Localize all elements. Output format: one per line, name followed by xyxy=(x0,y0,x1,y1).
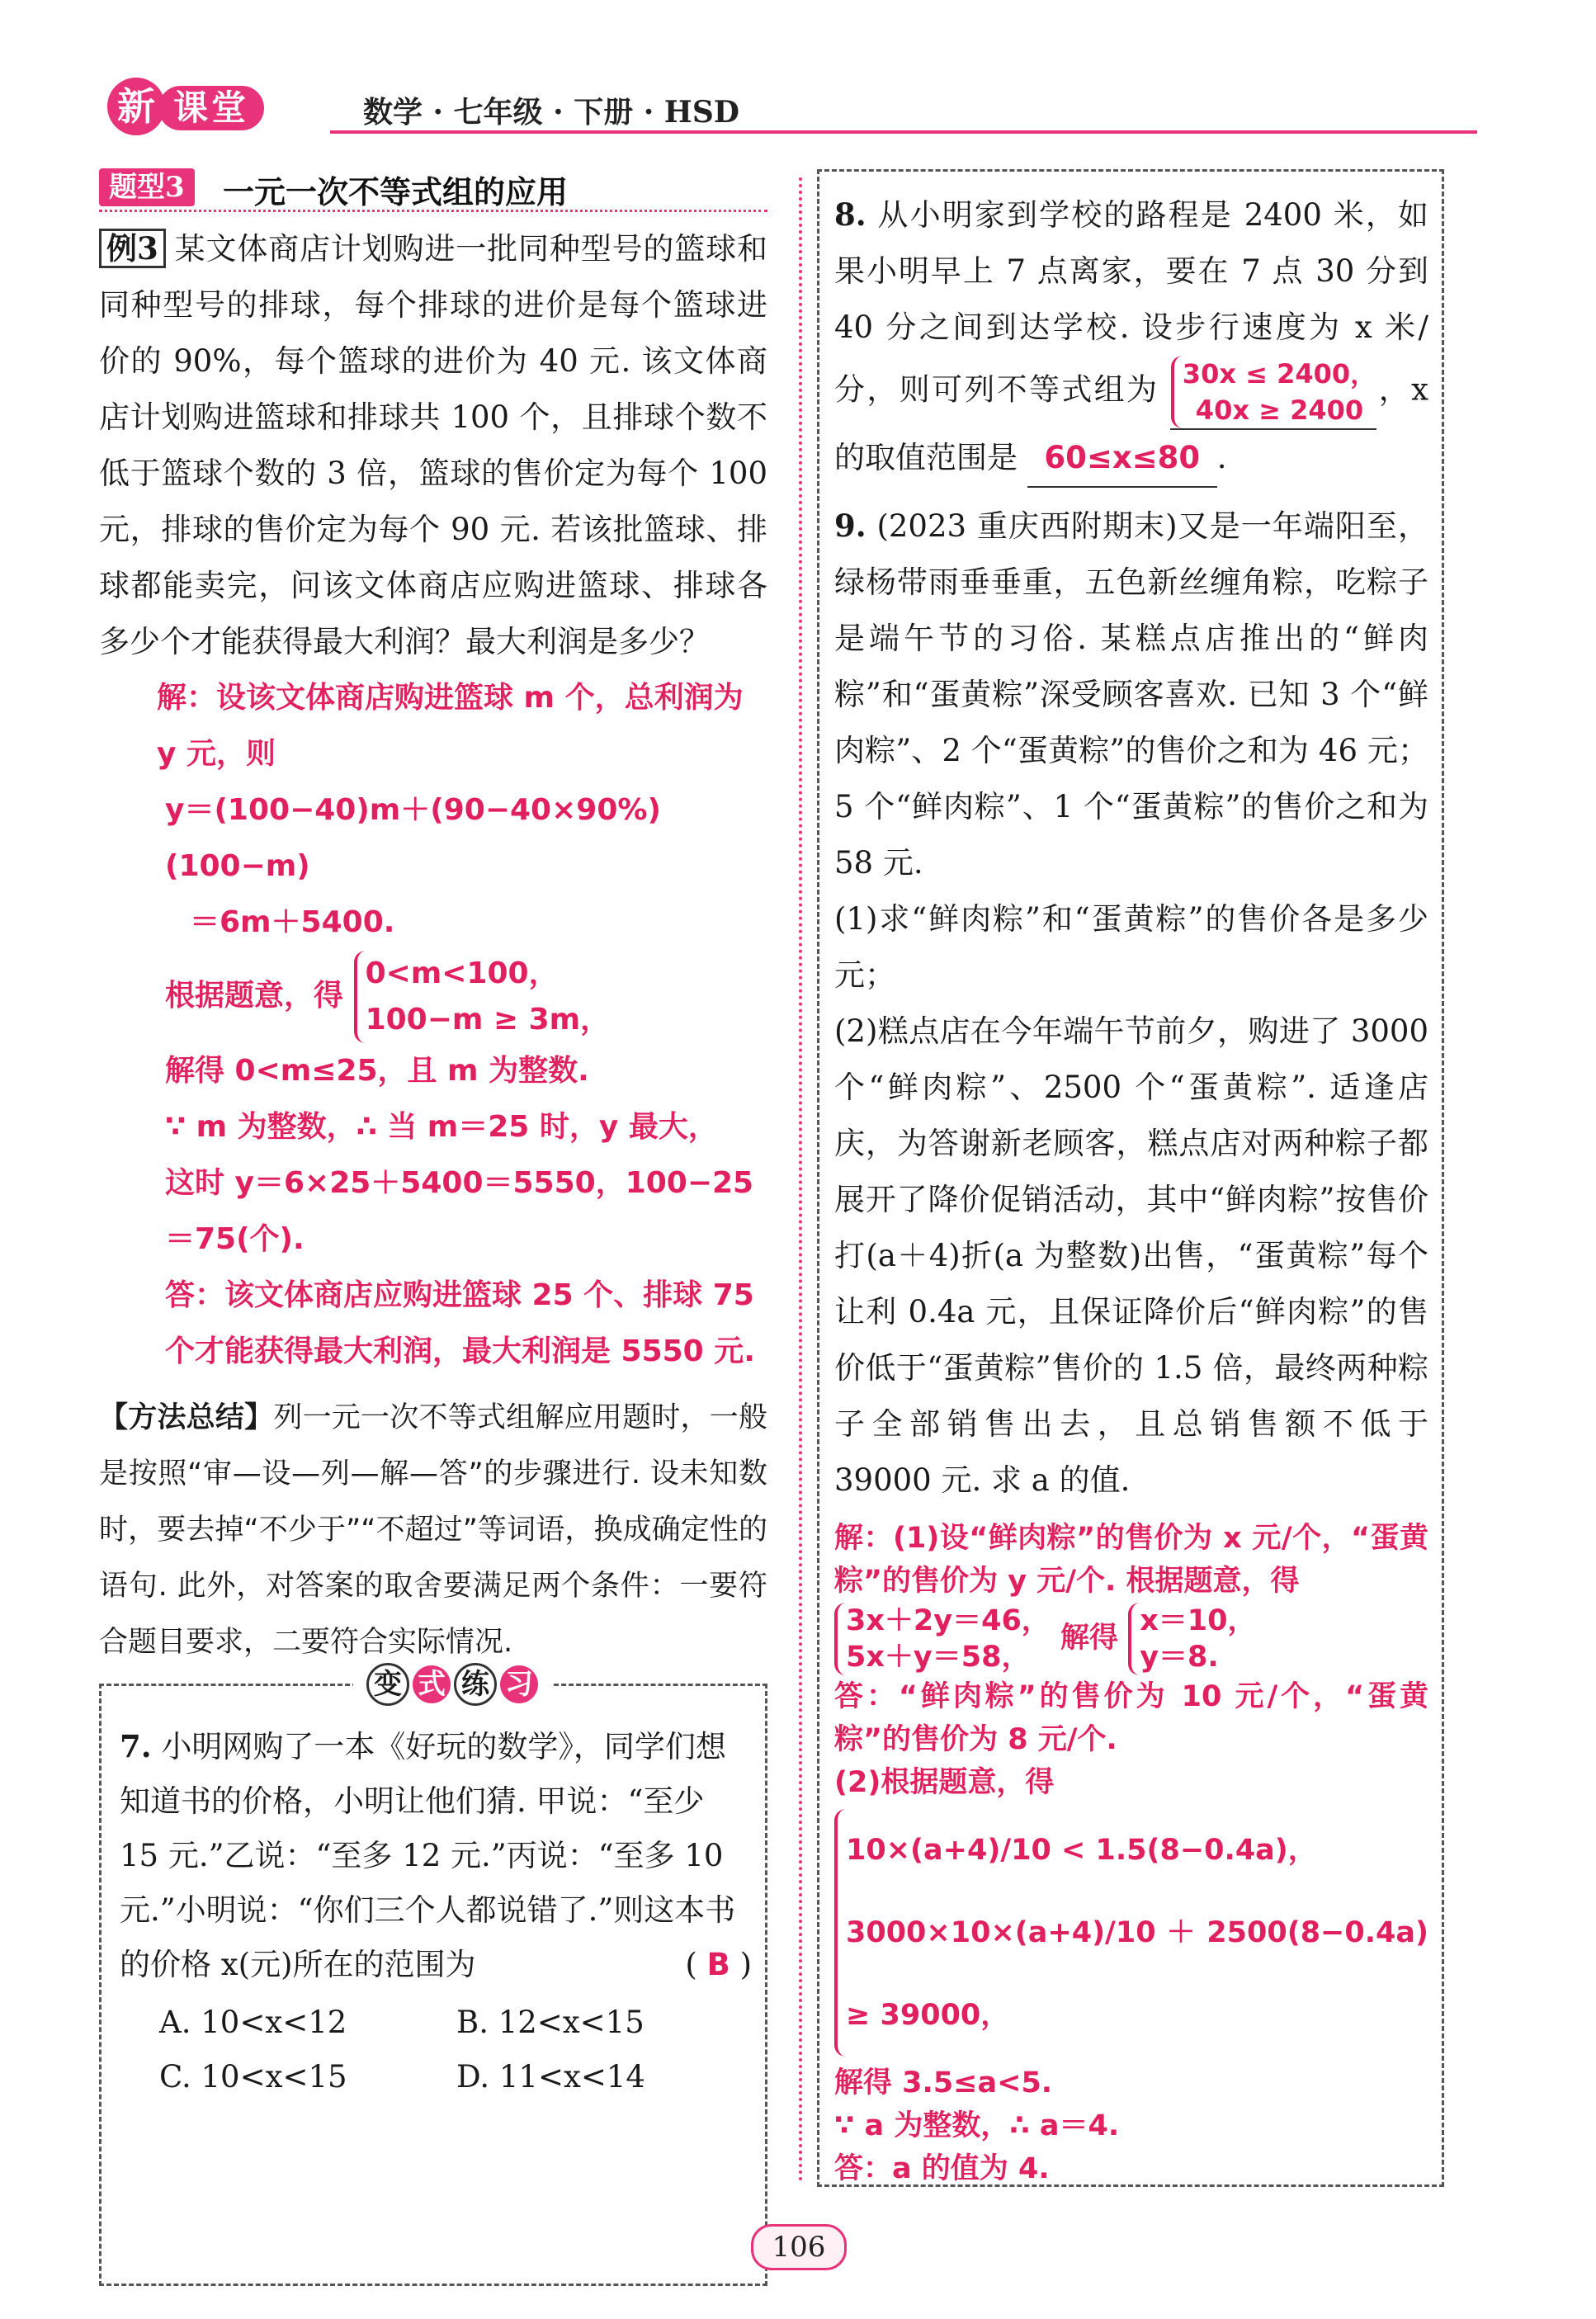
q9-sol-1: 解：(1)设“鲜肉粽”的售价为 x 元/个，“蛋黄粽”的售价为 y 元/个. 根据题意，得 xyxy=(834,1522,1428,1598)
q7-paren-close: ) xyxy=(739,1947,752,1982)
question-9 xyxy=(834,498,1428,1509)
example-label: 例3 xyxy=(99,229,166,268)
section-tag: 题型3 xyxy=(99,168,195,206)
q9-part-1: (1)求“鲜肉粽”和“蛋黄粽”的售价各是多少元； xyxy=(834,901,1428,993)
q9-ineq-system xyxy=(834,1809,1428,2057)
q7-paren-open: ( xyxy=(685,1947,697,1982)
question-7 xyxy=(120,1719,752,2104)
q9-number: 9. xyxy=(834,508,866,544)
system-eq-1: 0<m<100， xyxy=(365,956,559,990)
q7-option-d: D. 11<x<14 xyxy=(456,2059,645,2095)
badge-char-3: 练 xyxy=(454,1663,497,1706)
method-summary xyxy=(99,1390,767,1670)
q9-sys-b xyxy=(1128,1603,1256,1675)
q7-answer xyxy=(685,1938,752,1992)
q7-option-a: A. 10<x<12 xyxy=(159,2005,347,2040)
q9-sysB-1: x＝10， xyxy=(1140,1604,1257,1637)
q9-sol-systems xyxy=(834,1603,1428,1675)
example-solution xyxy=(99,670,767,1380)
solution-line-7: 这时 y＝6×25＋5400＝5550，100−25＝75(个). xyxy=(165,1166,754,1256)
section-title: 一元一次不等式组的应用 xyxy=(223,173,569,210)
q8-mid: ，x 的取值范围是 xyxy=(834,371,1429,475)
badge-char-1: 变 xyxy=(366,1663,409,1706)
q9-sysA-1: 3x＋2y＝46， xyxy=(846,1604,1051,1637)
q9-sol-2: 答：“鲜肉粽”的售价为 10 元/个，“蛋黄粽”的售价为 8 元/个. xyxy=(834,1680,1428,1756)
q9-ineq-1: 10×(a+4)/10 < 1.5(8−0.4a)， xyxy=(846,1834,1317,1867)
q8-system-blank xyxy=(1170,356,1376,430)
q9-sys-a xyxy=(834,1603,1051,1675)
page-number: 106 xyxy=(751,2224,847,2270)
variant-practice-box xyxy=(99,1668,767,2286)
variant-practice-badge xyxy=(353,1663,551,1706)
solution-line-5: 解得 0<m≤25，且 m 为整数. xyxy=(165,1054,589,1088)
section-underline xyxy=(99,210,767,212)
page-header xyxy=(91,74,1477,140)
q8-number: 8. xyxy=(834,196,866,233)
q7-options xyxy=(120,1995,752,2104)
q8-text: 从小明家到学校的路程是 2400 米，如果小明早上 7 点离家，要在 7 点 30 分到 40 分之间到达学校. 设步行速度为 x 米/分，则可列不等式组为 xyxy=(834,197,1429,408)
solution-line-2: y＝(100−40)m＋(90−40×90%)(100−m) xyxy=(165,793,661,883)
q9-sysA-2: 5x＋y＝58， xyxy=(846,1641,1031,1674)
q7-text: 小明网购了一本《好玩的数学》，同学们想知道书的价格，小明让他们猜. 甲说：“至少 15 元.”乙说：“至多 12 元.”丙说：“至多 10 元.”小明说：“你们三个人都说错了.”则这本书的价格 x(元)所在的范围为 xyxy=(120,1729,736,1982)
solution-system-row xyxy=(99,951,767,1043)
badge-char-4: 习 xyxy=(500,1665,538,1703)
method-text: 列一元一次不等式组解应用题时，一般是按照“审—设—列—解—答”的步骤进行. 设未知数时，要去掉“不少于”“不超过”等词语，换成确定性的语句. 此外，对答案的取舍要满足两个条件：一要符合题目要求，二要符合实际情况. xyxy=(99,1401,767,1659)
q7-number: 7. xyxy=(120,1728,152,1764)
solution-line-1: 解：设该文体商店购进篮球 m 个，总利润为 y 元，则 xyxy=(157,681,744,771)
q9-part-2: (2)糕点店在今年端午节前夕，购进了 3000 个“鲜肉粽”、2500 个“蛋黄粽”. 适逢店庆，为答谢新老顾客，糕点店对两种粽子都展开了降价促销活动，其中“鲜肉粽”按售价打(a＋4)折(a 为整数)出售，“蛋黄粽”每个让利 0.4a 元，且保证降价后“鲜肉粽”的售价低于“蛋黄粽”售价的 1.5 倍，最终两种粽子全部销售出去，且总销售额不低于 39000 元. 求 a 的值. xyxy=(834,1013,1428,1498)
method-label: 【方法总结】 xyxy=(99,1400,274,1434)
q8-system xyxy=(1171,356,1376,428)
solution-line-6: ∵ m 为整数，∴ 当 m＝25 时，y 最大， xyxy=(165,1110,718,1144)
question-8 xyxy=(834,187,1428,488)
header-rule xyxy=(330,130,1477,134)
brand-logo xyxy=(107,74,347,140)
example-text: 某文体商店计划购进一批同种型号的篮球和同种型号的排球，每个排球的进价是每个篮球进价的 90%，每个篮球的进价为 40 元. 该文体商店计划购进篮球和排球共 100 个，且排球个数不低于篮球个数的 3 倍，篮球的售价定为每个 100 元，排球的售价定为每个 90 元. 若该批篮球、排球都能卖完，问该文体商店应购进篮球、排球各多少个才能获得最大利润？最大利润是多少？ xyxy=(99,231,767,659)
logo-xin: 新 xyxy=(107,78,165,135)
logo-ketang: 课堂 xyxy=(158,86,264,130)
q7-option-c: C. 10<x<15 xyxy=(159,2059,347,2095)
q8-range: 60≤x≤80 xyxy=(1027,430,1217,488)
q9-sol-6: 答：a 的值为 4. xyxy=(834,2152,1050,2185)
book-subtitle: 数学 · 七年级 · 下册 · HSD xyxy=(363,95,740,130)
q8-sys-eq-1: 30x ≤ 2400， xyxy=(1182,358,1377,390)
system-eq-2: 100−m ≥ 3m， xyxy=(365,1003,611,1037)
solution-line-3: ＝6m＋5400. xyxy=(190,905,395,939)
solution-line-8: 答：该文体商店应购进篮球 25 个、排球 75 个才能获得最大利润，最大利润是 5550 元. xyxy=(165,1278,755,1368)
q9-sol-4: 解得 3.5≤a<5. xyxy=(834,2066,1053,2099)
q9-text: (2023 重庆西附期末)又是一年端阳至，绿杨带雨垂垂重，五色新丝缠角粽，吃粽子是端午节的习俗. 某糕点店推出的“鲜肉粽”和“蛋黄粽”深受顾客喜欢. 已知 3 个“鲜肉粽”、2 个“蛋黄粽”的售价之和为 46 元；5 个“鲜肉粽”、1 个“蛋黄粽”的售价之和为 58 元. xyxy=(834,508,1428,881)
left-column xyxy=(99,165,767,2095)
q9-sysB-2: y＝8. xyxy=(1140,1641,1219,1674)
example-problem xyxy=(99,221,767,670)
column-divider xyxy=(799,177,802,2183)
right-content xyxy=(834,187,1428,2190)
q8-sys-eq-2: 40x ≥ 2400 xyxy=(1195,394,1364,426)
solution-line-4: 根据题意，得 xyxy=(165,979,344,1013)
solution-system xyxy=(354,951,611,1043)
q9-sol-3: (2)根据题意，得 xyxy=(834,1766,1055,1799)
q7-option-b: B. 12<x<15 xyxy=(456,2005,645,2040)
q8-end: . xyxy=(1216,440,1227,475)
right-column xyxy=(817,169,1444,2187)
q9-solution xyxy=(834,1517,1428,2190)
q7-answer-value: B xyxy=(706,1947,730,1982)
badge-char-2: 式 xyxy=(413,1665,451,1703)
q9-sol-5: ∵ a 为整数，∴ a＝4. xyxy=(834,2109,1120,2142)
q9-jiede: 解得 xyxy=(1060,1622,1119,1655)
section-heading xyxy=(99,165,767,211)
q9-ineq-2: 3000×10×(a+4)/10 ＋ 2500(8−0.4a) ≥ 39000， xyxy=(846,1916,1428,2032)
